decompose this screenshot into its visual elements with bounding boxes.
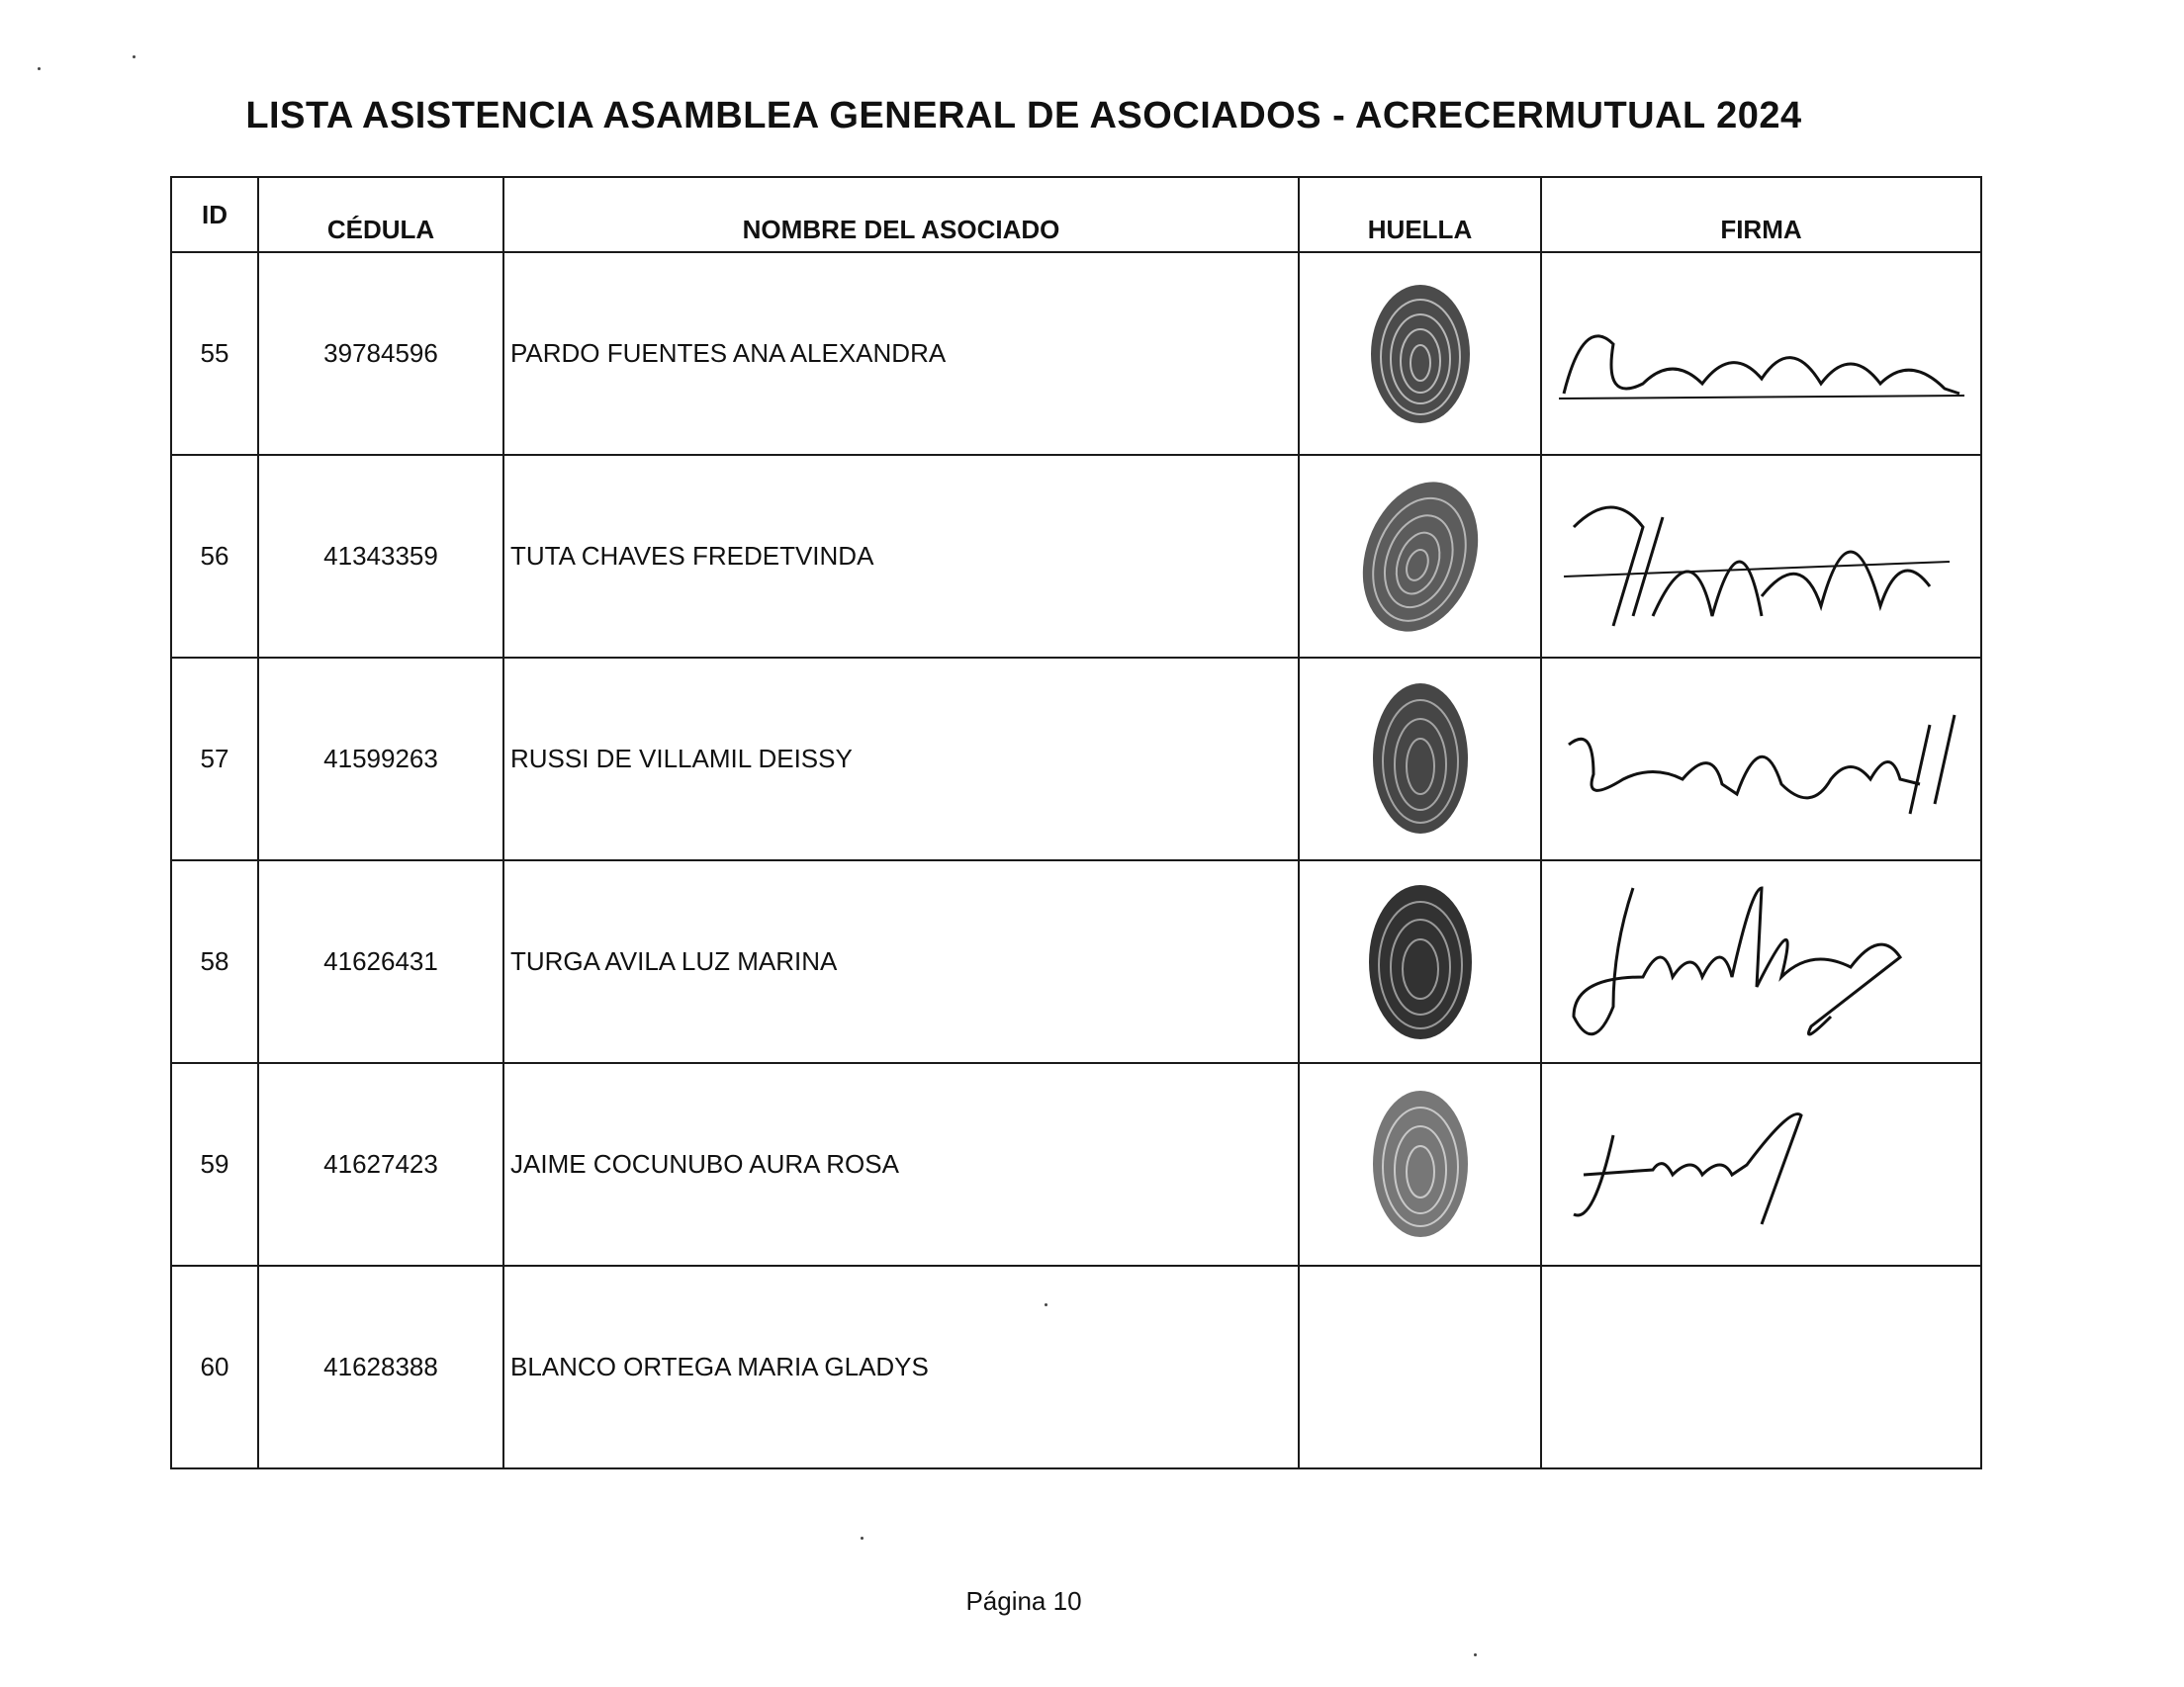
cell-id: 56 (171, 455, 258, 658)
signature-image (1554, 468, 1969, 646)
cell-id: 57 (171, 658, 258, 860)
signature-image (1554, 685, 1969, 834)
signature-image (1554, 275, 1969, 433)
cell-firma (1541, 1266, 1981, 1468)
cell-cedula: 41628388 (258, 1266, 503, 1468)
page-title: LISTA ASISTENCIA ASAMBLEA GENERAL DE ASOCIADOS - ACRECERMUTUAL 2024 (245, 95, 1802, 136)
cell-cedula: 41627423 (258, 1063, 503, 1266)
column-header-firma: FIRMA (1541, 177, 1981, 252)
scan-speck (861, 1537, 864, 1540)
table-row (171, 1266, 1981, 1468)
signature-image (1554, 868, 1969, 1056)
cell-id: 58 (171, 860, 258, 1063)
fingerprint-icon (1356, 473, 1485, 641)
fingerprint-icon (1366, 677, 1475, 841)
cell-cedula: 41343359 (258, 455, 503, 658)
cell-cedula: 41626431 (258, 860, 503, 1063)
cell-huella (1299, 658, 1541, 860)
table-row (171, 252, 1981, 455)
scan-speck (38, 67, 41, 70)
cell-nombre: TUTA CHAVES FREDETVINDA (503, 455, 1299, 658)
table-row (171, 1063, 1981, 1266)
fingerprint-icon (1366, 1083, 1475, 1246)
cell-firma (1541, 252, 1981, 455)
cell-cedula: 39784596 (258, 252, 503, 455)
cell-firma (1541, 455, 1981, 658)
scan-speck (133, 55, 136, 58)
cell-huella (1299, 1063, 1541, 1266)
page-number: Página 10 (965, 1586, 1082, 1616)
fingerprint-icon (1366, 280, 1475, 428)
table-row (171, 860, 1981, 1063)
column-header-id: ID (171, 177, 258, 252)
cell-huella (1299, 455, 1541, 658)
cell-nombre: TURGA AVILA LUZ MARINA (503, 860, 1299, 1063)
cell-nombre: BLANCO ORTEGA MARIA GLADYS (503, 1266, 1299, 1468)
cell-firma (1541, 1063, 1981, 1266)
cell-nombre: PARDO FUENTES ANA ALEXANDRA (503, 252, 1299, 455)
scan-speck (1474, 1653, 1477, 1656)
scan-speck (1045, 1303, 1047, 1306)
cell-nombre: RUSSI DE VILLAMIL DEISSY (503, 658, 1299, 860)
cell-firma (1541, 658, 1981, 860)
cell-huella (1299, 1266, 1541, 1468)
cell-id: 59 (171, 1063, 258, 1266)
signature-image (1554, 1096, 1969, 1234)
attendance-table (170, 176, 1982, 1469)
cell-cedula: 41599263 (258, 658, 503, 860)
column-header-nombre: NOMBRE DEL ASOCIADO (503, 177, 1299, 252)
cell-huella (1299, 252, 1541, 455)
cell-huella (1299, 860, 1541, 1063)
table-row (171, 455, 1981, 658)
table-row (171, 658, 1981, 860)
cell-nombre: JAIME COCUNUBO AURA ROSA (503, 1063, 1299, 1266)
cell-id: 55 (171, 252, 258, 455)
column-header-cedula: CÉDULA (258, 177, 503, 252)
column-header-huella: HUELLA (1299, 177, 1541, 252)
cell-id: 60 (171, 1266, 258, 1468)
fingerprint-icon (1361, 878, 1480, 1046)
cell-firma (1541, 860, 1981, 1063)
table-header-row (171, 177, 1981, 252)
